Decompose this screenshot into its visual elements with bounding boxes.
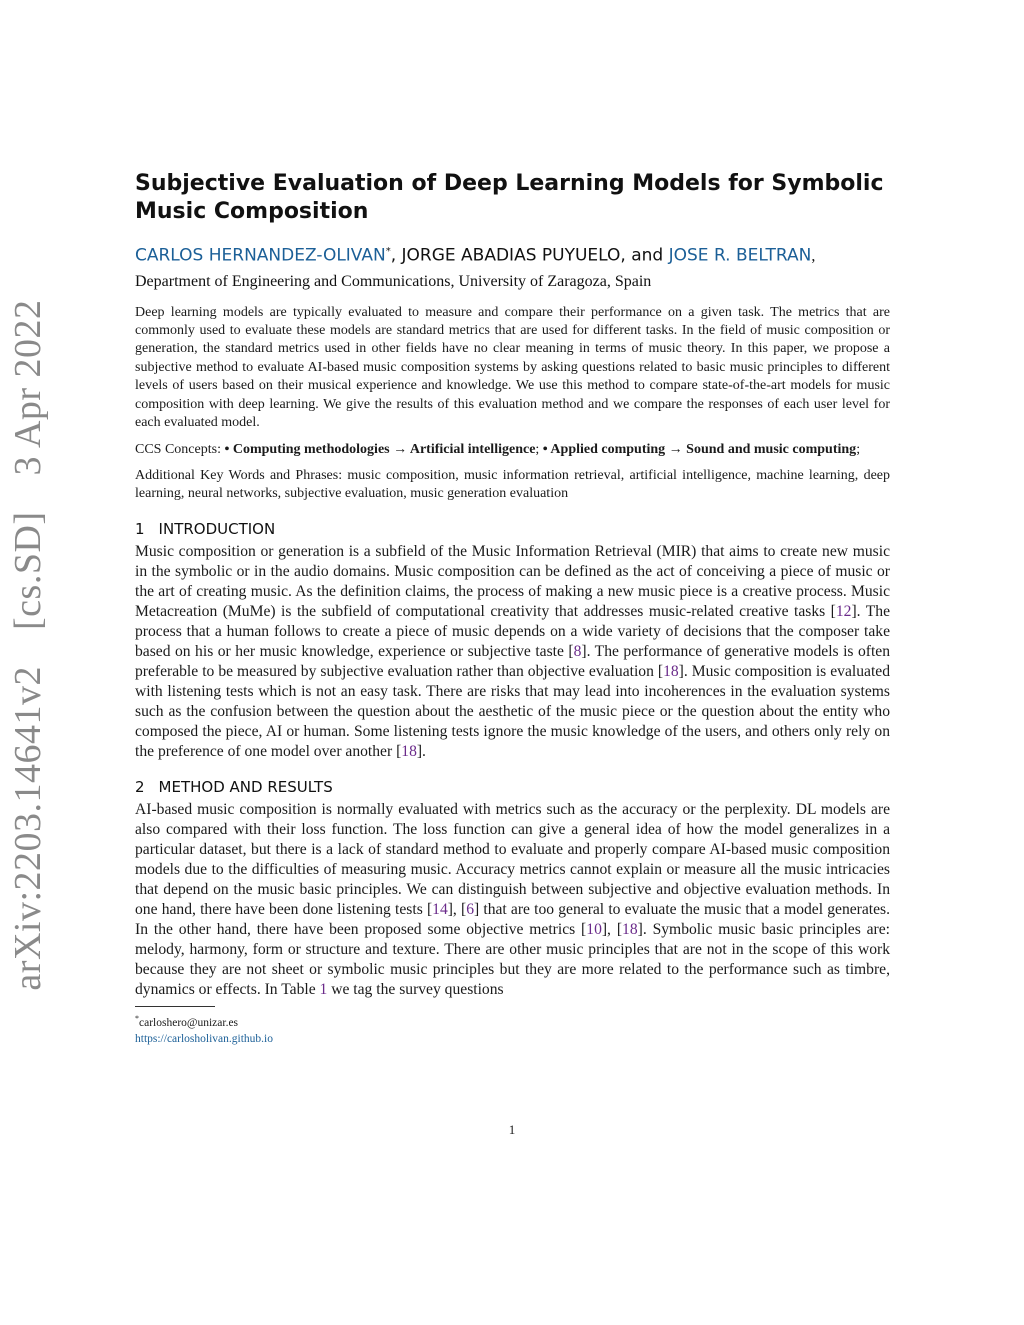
paper-page: [135, 170, 890, 1047]
author-footnote-mark: *: [385, 246, 391, 257]
arxiv-identifier: [6, 299, 50, 990]
citation-link[interactable]: 10: [586, 920, 602, 938]
citation-link[interactable]: 18: [663, 662, 679, 680]
author-abadias: JORGE ABADIAS PUYUELO: [401, 245, 621, 266]
affiliation: , Department of Engineering and Communications, University of Zaragoza, Spain: [135, 247, 816, 290]
citation-link[interactable]: 6: [466, 900, 474, 918]
paper-title: Subjective Evaluation of Deep Learning Models for Symbolic Music Composition: [135, 171, 884, 224]
arxiv-date: 3 Apr 2022: [7, 299, 49, 476]
footnote-url-link[interactable]: https://carlosholivan.github.io: [135, 1032, 273, 1045]
method-paragraph: AI-based music composition is normally evaluated with metrics such as the accuracy or the perplexity. DL models are also compared with their loss function. The loss function can give a general idea of how the model generalizes in a particular dataset, but there is a lack of standard method to evaluate and properly compare AI-based music composition models due to the difficulties of measuring music. Accuracy metrics cannot explain or measure all the music intricacies that depend on the music basic principles. We can distinguish between subjective and objective evaluation methods. In one hand, there have been done listening tests [14], [6] that are too general to evaluate the music that a model generates. In the other hand, there have been proposed some objective metrics [10], [18]. Symbolic music basic principles are: melody, harmony, form or structure and texture. There are other music principles that are not in the scope of this work because they are not sheet or symbolic music principles but they are more related to the performance such as timbre, dynamics or effects. In Table 1 we tag the survey questions: [135, 800, 891, 998]
keywords: Additional Key Words and Phrases: music composition, music information retrieval, artificial intelligence, machine learning, deep learning, neural networks, subjective evaluation, music generation evaluation: [135, 467, 890, 502]
author-block: CARLOS HERNANDEZ-OLIVAN*, JORGE ABADIAS PUYUELO, and JOSE R. BELTRAN, Department of Engineering and Communications, University of Zaragoza, Spain: [135, 245, 816, 290]
citation-link[interactable]: 18: [401, 742, 417, 760]
page-number: 1: [508, 1122, 516, 1137]
abstract: Deep learning models are typically evaluated to measure and compare their performance on a given task. The metrics that are commonly used to evaluate these models are standard metrics that are used for different tasks. In the field of music composition or generation, the standard metrics used in other fields have no clear meaning in terms of music theory. In this paper, we propose a subjective method to evaluate AI-based music composition systems by asking questions related to basic music principles to different levels of users based on their musical experience and knowledge. We use this method to compare state-of-the-art models for music composition with deep learning. We give the results of this evaluation method and we compare the responses of each user level for each evaluated model.: [135, 304, 890, 431]
section-heading-method: 2 METHOD AND RESULTS: [135, 777, 333, 796]
citation-link[interactable]: 8: [573, 642, 582, 660]
author-link-hernandez[interactable]: CARLOS HERNANDEZ-OLIVAN: [135, 245, 386, 266]
citation-link[interactable]: 12: [835, 602, 852, 620]
arxiv-category: [cs.SD]: [7, 511, 49, 630]
arxiv-id: arXiv:2203.14641v2: [7, 665, 49, 991]
section-heading-introduction: 1 INTRODUCTION: [135, 519, 276, 538]
footnote-divider: [135, 1006, 215, 1007]
ccs-concept-2: • Applied computing → Sound and music computing: [542, 441, 857, 457]
table-ref-link[interactable]: 1: [319, 980, 328, 998]
ccs-concepts: CCS Concepts: • Computing methodologies → Artificial intelligence; • Applied computing → Sound and music computing;: [135, 441, 861, 457]
author-link-beltran[interactable]: JOSE R. BELTRAN: [668, 245, 812, 266]
ccs-concept-1: • Computing methodologies → Artificial intelligence: [224, 441, 536, 457]
footnote-email: *carloshero@unizar.es: [135, 1013, 239, 1029]
citation-link[interactable]: 18: [622, 920, 638, 938]
introduction-paragraph: Music composition or generation is a subfield of the Music Information Retrieval (MIR) that aims to create new music in the symbolic or in the audio domains. Music composition can be defined as the act of conceiving a piece of music or the art of creating music. As the definition claims, the process of making a new music piece is a creative process. Music Metacreation (MuMe) is the subfield of computational creativity that addresses music-related creative tasks [12]. The process that a human follows to create a piece of music depends on a wide variety of decisions that the composer take based on his or her music knowledge, experience or subjective taste [8]. The performance of generative models is often preferable to be measured by subjective evaluation rather than objective evaluation [18]. Music composition is evaluated with listening tests which is not an easy task. There are risks that may lead into incoherences in the evaluation systems such as the confusion between the question about the aesthetic of the music piece or the question about the entity who composed the piece, AI or human. Some listening tests ignore the music knowledge of the users, and others only rely on the preference of one model over another [18].: [135, 542, 890, 760]
citation-link[interactable]: 14: [432, 900, 448, 918]
footnotes: [135, 1011, 890, 1047]
